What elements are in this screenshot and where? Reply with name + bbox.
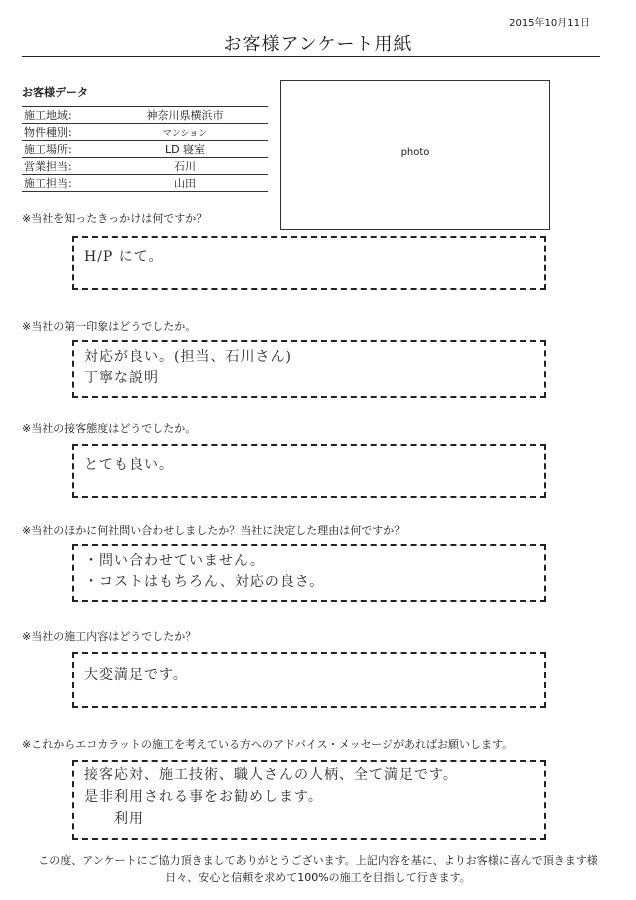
footer-line: この度、アンケートにご協力頂きましてありがとうございます。上記内容を基に、よりお客様に喜んで頂きます様 bbox=[38, 854, 598, 867]
field-value-installer: 山田 bbox=[102, 175, 268, 192]
question-text: ※これからエコカラットの施工を考えている方へのアドバイス・メッセージがあればお願いします。 bbox=[22, 738, 514, 751]
table-row bbox=[22, 141, 268, 158]
field-value-sales-rep: 石川 bbox=[102, 158, 268, 175]
answer-line: ・コストはもちろん、対応の良さ。 bbox=[84, 574, 325, 590]
question-text: ※当社を知ったきっかけは何ですか？ bbox=[22, 212, 208, 225]
field-value-area: 神奈川県横浜市 bbox=[102, 107, 268, 124]
answer-box bbox=[72, 340, 546, 398]
question-text: ※当社の接客態度はどうでしたか。 bbox=[22, 422, 197, 435]
answer-line: 接客応対、施工技術、職人さんの人柄、全て満足です。 bbox=[84, 767, 458, 783]
field-value-property-type: マンション bbox=[102, 124, 268, 141]
title-divider bbox=[22, 56, 600, 57]
answer-box bbox=[72, 444, 546, 498]
field-label: 施工場所: bbox=[22, 141, 102, 158]
answer-line: とても良い。 bbox=[84, 457, 174, 473]
survey-date: 2015年10月11日 bbox=[509, 18, 590, 29]
answer-box bbox=[72, 544, 546, 602]
answer-box bbox=[72, 652, 546, 708]
footer-line: 日々、安心と信頼を求めて100%の施工を目指して行きます。 bbox=[165, 871, 471, 884]
answer-line: 丁寧な説明 bbox=[84, 370, 159, 386]
answer-line: 大変満足です。 bbox=[84, 667, 188, 683]
answer-box bbox=[72, 236, 546, 290]
answer-line: 是非利用される事をお勧めします。 bbox=[84, 789, 323, 805]
field-label: 施工担当: bbox=[22, 175, 102, 192]
answer-line: H/P にて。 bbox=[84, 249, 164, 265]
question-text: ※当社の施工内容はどうでしたか？ bbox=[22, 630, 197, 643]
table-row bbox=[22, 107, 268, 124]
table-row bbox=[22, 175, 268, 192]
question-text: ※当社のほかに何社問い合わせしましたか？当社に決定した理由は何ですか？ bbox=[22, 524, 406, 537]
question-text: ※当社の第一印象はどうでしたか。 bbox=[22, 320, 197, 333]
field-label: 営業担当: bbox=[22, 158, 102, 175]
answer-line: 利用 bbox=[114, 811, 144, 827]
page-title: お客様アンケート用紙 bbox=[223, 34, 413, 55]
answer-line: 対応が良い。(担当、石川さん) bbox=[84, 349, 292, 365]
field-label: 物件種別: bbox=[22, 124, 102, 141]
photo-placeholder bbox=[280, 80, 550, 230]
field-value-location: LD 寝室 bbox=[102, 141, 268, 158]
table-row bbox=[22, 124, 268, 141]
table-row bbox=[22, 158, 268, 175]
customer-data-table bbox=[22, 106, 268, 192]
customer-data-heading: お客様データ bbox=[22, 86, 88, 99]
answer-box bbox=[72, 760, 546, 840]
field-label: 施工地域: bbox=[22, 107, 102, 124]
photo-label: photo bbox=[400, 147, 430, 158]
answer-line: ・問い合わせていません。 bbox=[84, 553, 265, 569]
